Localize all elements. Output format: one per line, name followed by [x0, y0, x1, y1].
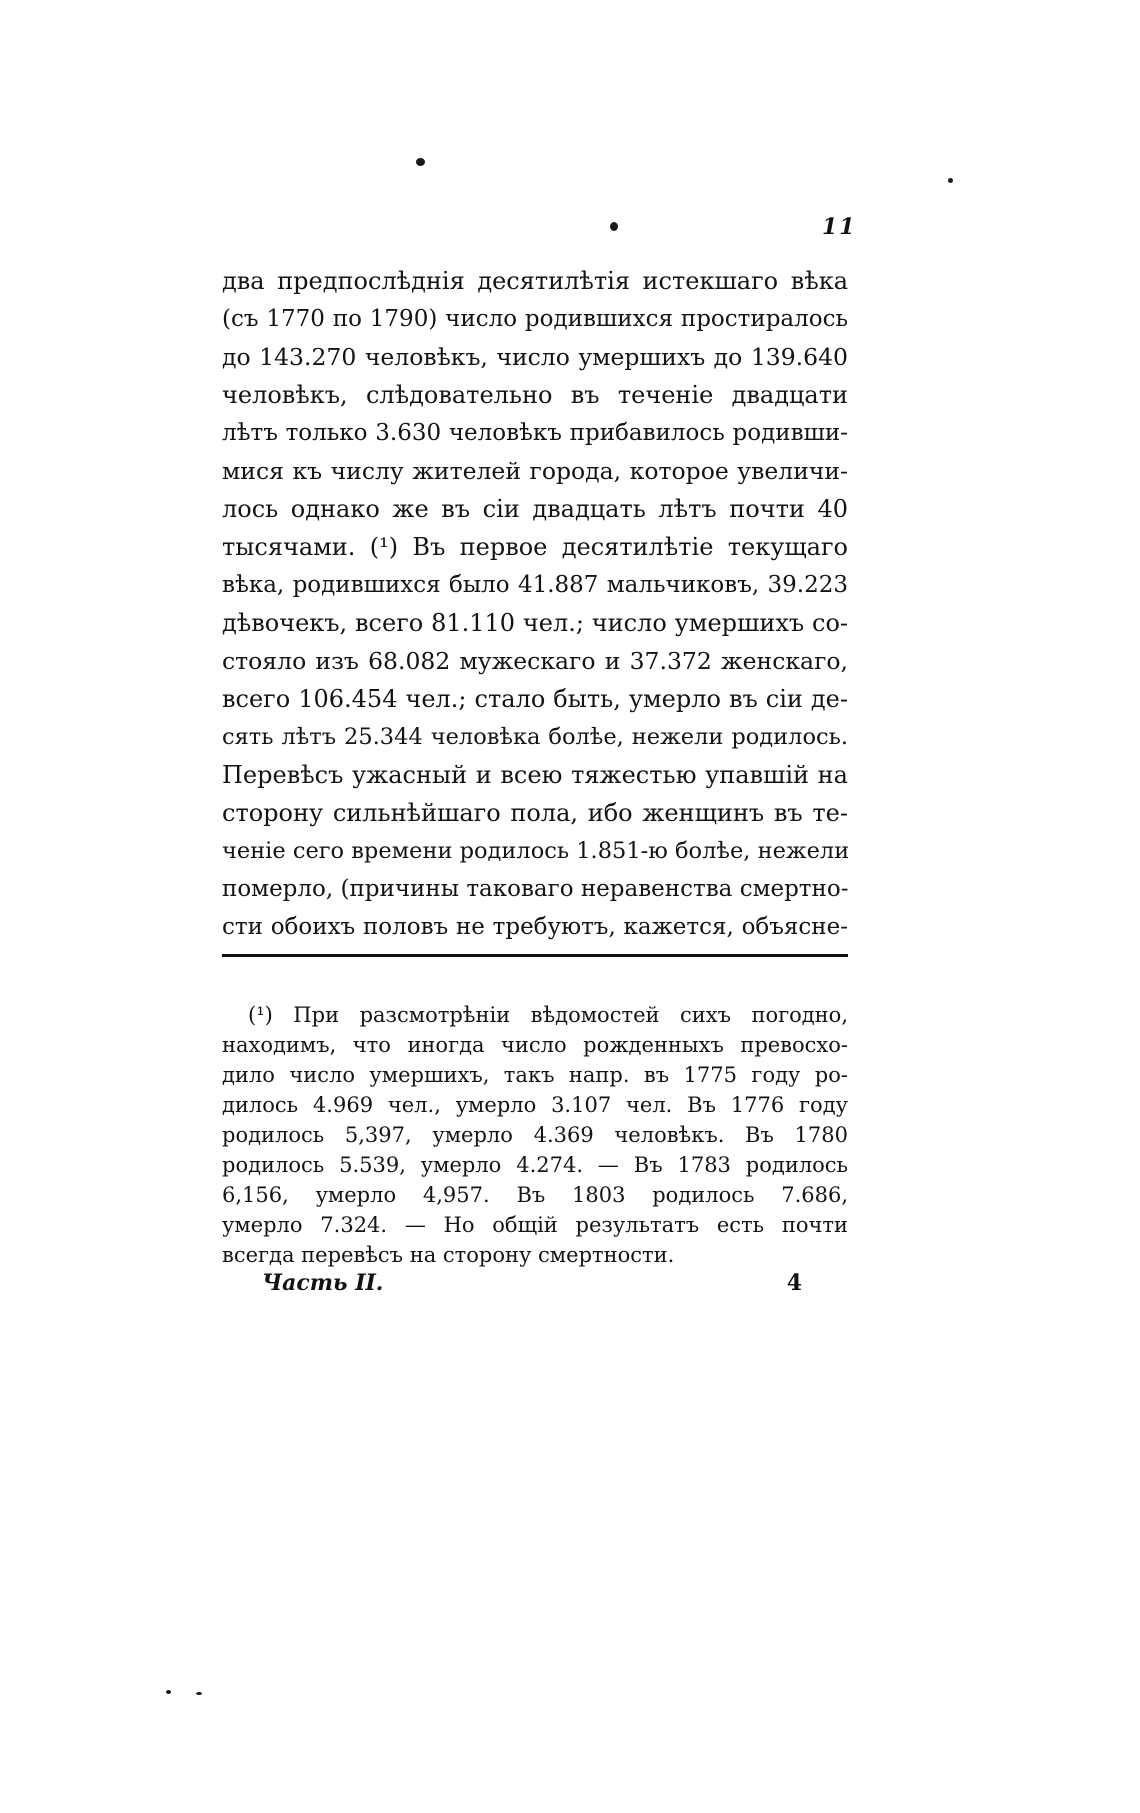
footnote: [222, 1000, 848, 1270]
text-line: стояло изъ 68.082 мужескаго и 37.372 женскаго,: [222, 647, 848, 675]
text-line: мися къ числу жителей города, которое увеличи-: [222, 457, 848, 485]
footnote-line: дило число умершихъ, такъ напр. въ 1775 году ро-: [222, 1063, 848, 1087]
footnote-line: 6,156, умерло 4,957. Въ 1803 родилось 7.686,: [222, 1183, 848, 1207]
text-line: до 143.270 человѣкъ, число умершихъ до 139.640: [222, 343, 848, 371]
sheet-number: 4: [786, 1270, 802, 1296]
text-line: ченіе сего времени родилось 1.851-ю болѣе, нежели: [222, 838, 850, 864]
text-line: лѣтъ только 3.630 человѣкъ прибавилось родивши-: [222, 420, 848, 446]
text-line: всего 106.454 чел.; стало быть, умерло въ сіи де-: [222, 685, 848, 713]
footnote-line: (¹) При разсмотрѣніи вѣдомостей сихъ погодно,: [248, 1003, 848, 1027]
footnote-line: родилось 5.539, умерло 4.274. — Въ 1783 родилось: [222, 1153, 848, 1177]
signature-row: [262, 1270, 802, 1302]
text-line: лось однако же въ сіи двадцать лѣтъ почти 40: [222, 495, 848, 523]
footnote-line: всегда перевѣсъ на сторону смертности.: [222, 1243, 675, 1267]
text-line: тысячами. (¹) Въ первое десятилѣтіе текущаго: [222, 533, 848, 561]
footnote-line: родилось 5,397, умерло 4.369 человѣкъ. Въ 1780: [222, 1123, 848, 1147]
text-line: (съ 1770 по 1790) число родившихся простиралось: [222, 306, 848, 332]
ink-speck: [196, 1692, 202, 1695]
footnote-line: умерло 7.324. — Но общій результатъ есть почти: [222, 1213, 848, 1237]
text-line: человѣкъ, слѣдовательно въ теченіе двадцати: [222, 381, 848, 409]
text-line: два предпослѣднія десятилѣтія истекшаго вѣка: [222, 267, 848, 295]
ink-speck: [416, 158, 425, 166]
text-line: померло, (причины таковаго неравенства смертно-: [222, 876, 849, 902]
text-line: дѣвочекъ, всего 81.110 чел.; число умершихъ со-: [222, 609, 848, 637]
text-line: сти обоихъ половъ не требуютъ, кажется, объясне-: [222, 914, 848, 940]
text-line: сять лѣтъ 25.344 человѣка болѣе, нежели родилось.: [222, 724, 848, 750]
footnote-line: дилось 4.969 чел., умерло 3.107 чел. Въ 1776 году: [222, 1093, 848, 1117]
text-line: вѣка, родившихся было 41.887 мальчиковъ, 39.223: [222, 572, 848, 598]
page-number: 11: [822, 214, 857, 240]
ink-speck: [166, 1690, 171, 1694]
text-line: сторону сильнѣйшаго пола, ибо женщинъ въ те-: [222, 799, 848, 827]
volume-signature: Часть II.: [262, 1270, 384, 1296]
ink-speck: [610, 222, 618, 231]
footnote-line: находимъ, что иногда число рожденныхъ превосхо-: [222, 1033, 848, 1057]
footnote-divider: [222, 954, 848, 957]
body-text: [222, 262, 848, 946]
text-line: Перевѣсъ ужасный и всею тяжестью упавшій на: [222, 761, 848, 789]
ink-speck: [948, 178, 953, 183]
